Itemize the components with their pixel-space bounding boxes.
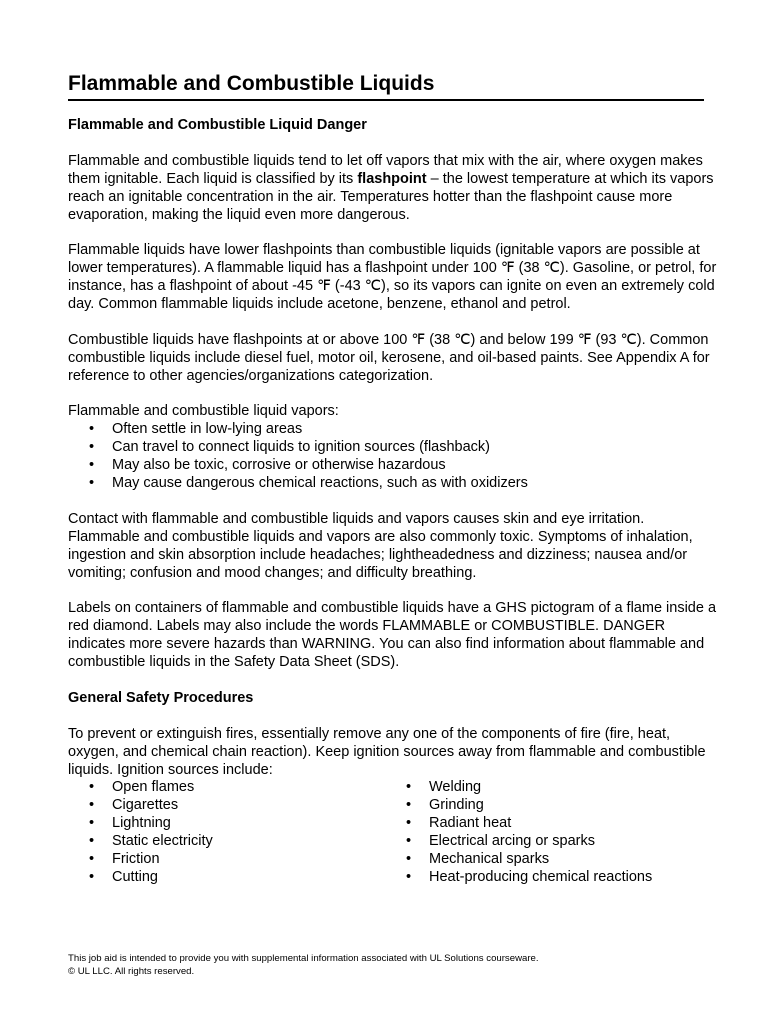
- paragraph-ignition-intro: To prevent or extinguish fires, essentially remove any one of the components of fire (fire, heat, oxygen, and chemical chain reaction). Keep ignition sources away from flammable and combustible liquids. Ignition sources include:: [68, 725, 706, 778]
- paragraph-flammable-liquids: Flammable liquids have lower flashpoints than combustible liquids (ignitable vapors are possible at lower temperatures). A flammable liquid has a flashpoint under 100 ℉ (38 ℃). Gasoline, or petrol, for instance, has a flashpoint of about -45 ℉ (-43 ℃), so its vapors can ignite on even an extremely cold day. Common flammable liquids include acetone, benzene, ethanol and petrol.: [68, 242, 717, 313]
- list-item: • Mechanical sparks: [385, 851, 685, 869]
- list-item: • Heat-producing chemical reactions: [385, 869, 685, 887]
- paragraph-flashpoint-text-b: – the lowest temperature at which its vapors reach an ignitable concentration in the air. Temperatures hotter than the flashpoint cause more evaporation, making the liquid even more dangerous.: [68, 170, 714, 223]
- paragraph-flashpoint: [68, 153, 718, 225]
- vapors-list: [68, 421, 718, 493]
- ignition-list-right: [385, 779, 685, 886]
- list-item: • Open flames: [68, 779, 385, 797]
- vapors-intro: Flammable and combustible liquid vapors:: [68, 403, 339, 420]
- list-item: • Electrical arcing or sparks: [385, 833, 685, 851]
- ignition-sources-lists: [68, 779, 718, 886]
- footer-disclaimer: This job aid is intended to provide you with supplemental information associated with UL Solutions courseware.: [68, 953, 539, 964]
- list-item: • Often settle in low-lying areas: [68, 421, 718, 439]
- list-item: • Can travel to connect liquids to ignition sources (flashback): [68, 439, 718, 457]
- list-item: • May also be toxic, corrosive or otherwise hazardous: [68, 457, 718, 475]
- list-item: • Friction: [68, 851, 385, 869]
- ignition-list-right-column: [385, 779, 685, 886]
- list-item: • Radiant heat: [385, 815, 685, 833]
- section-heading-danger: Flammable and Combustible Liquid Danger: [68, 117, 367, 133]
- paragraph-health-effects: Contact with flammable and combustible liquids and vapors causes skin and eye irritation. Flammable and combustible liquids and vapors are also commonly toxic. Symptoms of inhalation, ingestion and skin absorption include headaches; lightheadedness and dizziness; nausea and/or vomiting; confusion and mood changes; and difficulty breathing.: [68, 510, 693, 581]
- paragraph-combustible-liquids: Combustible liquids have flashpoints at or above 100 ℉ (38 ℃) and below 199 ℉ (93 ℃). Common combustible liquids include diesel fuel, motor oil, kerosene, and oil-based paints. See Appendix A for reference to other agencies/organizations categorization.: [68, 331, 710, 384]
- list-item: • May cause dangerous chemical reactions, such as with oxidizers: [68, 475, 718, 493]
- page-title: Flammable and Combustible Liquids: [68, 70, 704, 101]
- page-footer: [68, 953, 708, 978]
- paragraph-flashpoint-text-a: Flammable and combustible liquids tend to let off vapors that mix with the air, where oxygen makes them ignitable. Each liquid is classified by its: [68, 152, 703, 187]
- flashpoint-term: flashpoint: [357, 170, 427, 187]
- list-item: • Cigarettes: [68, 797, 385, 815]
- list-item: • Cutting: [68, 869, 385, 887]
- list-item: • Lightning: [68, 815, 385, 833]
- list-item: • Welding: [385, 779, 685, 797]
- document-body: [68, 117, 718, 887]
- footer-copyright: © UL LLC. All rights reserved.: [68, 965, 195, 977]
- ignition-list-left-column: [68, 779, 385, 886]
- list-item: • Static electricity: [68, 833, 385, 851]
- ignition-list-left: [68, 779, 385, 886]
- paragraph-labels: Labels on containers of flammable and combustible liquids have a GHS pictogram of a flame inside a red diamond. Labels may also include the words FLAMMABLE or COMBUSTIBLE. DANGER indicates more severe hazards than WARNING. You can also find information about flammable and combustible liquids in the Safety Data Sheet (SDS).: [68, 600, 717, 671]
- list-item: • Grinding: [385, 797, 685, 815]
- section-heading-safety: General Safety Procedures: [68, 689, 254, 706]
